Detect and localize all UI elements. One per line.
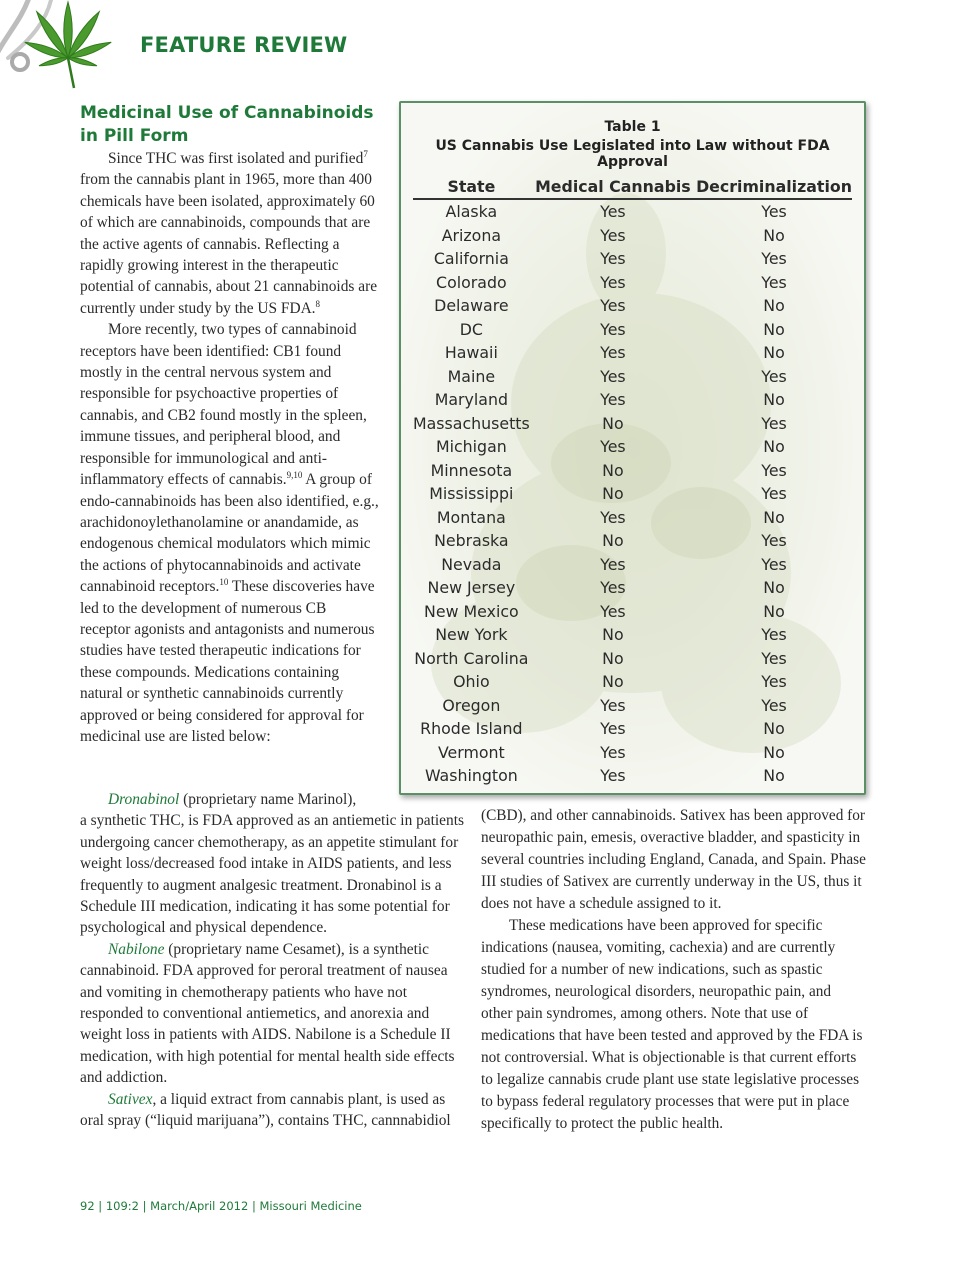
decriminalization-cell: No [763, 601, 785, 621]
article-heading: Medicinal Use of Cannabinoids in Pill Form [80, 103, 374, 146]
medical-cell: No [602, 672, 624, 692]
decriminalization-cell: No [763, 225, 785, 245]
decriminalization-cell: No [763, 343, 785, 363]
drug-name-dronabinol: Dronabinol [108, 791, 180, 808]
decriminalization-cell: Yes [761, 202, 787, 222]
table-row [413, 435, 852, 459]
state-cell: Hawaii [444, 343, 498, 363]
medical-cell: Yes [600, 742, 626, 762]
table-number: Table 1 [604, 119, 661, 135]
medical-cell: Yes [600, 272, 626, 292]
medical-cell: Yes [600, 437, 626, 457]
state-cell: Massachusetts [413, 413, 530, 433]
cannabis-leaf-stethoscope-icon [0, 0, 140, 110]
medical-cell: Yes [600, 507, 626, 527]
decriminalization-cell: No [763, 296, 785, 316]
state-cell: Ohio [453, 672, 490, 692]
body-column-left-bottom [80, 789, 466, 1132]
page-footer: 92 | 109:2 | March/April 2012 | Missouri Medicine [80, 1199, 362, 1213]
paragraph-receptors: More recently, two types of cannabinoid receptors have been identified: CB1 found mostly in the central nervous system and responsible for psychoactive properties of cannabis, and CB2 found mostly in the spleen, immune tissues, and peripheral blood, and responsible for immunological and anti-inflammatory effects of cannabis.$^{9,10}$ A group of endo-cannabinoids has been also identified, e.g., arachidonoylethanolamine or anandamide, as endogenous chemical modulators which mimic the actions of phytocannabinoids and activate cannabinoid receptors.$^{10}$ These discoveries have led to the development of numerous CB receptor agonists and antagonists and numerous studies have tested therapeutic indications for these compounds. Medications containing natural or synthetic cannabinoids currently approved or being considered for approval for medicinal use are listed below: [80, 321, 379, 745]
medical-cell: Yes [600, 601, 626, 621]
table-row [413, 694, 852, 718]
table-row [413, 482, 852, 506]
decriminalization-cell: No [763, 507, 785, 527]
drug-name-nabilone: Nabilone [108, 940, 165, 958]
decriminalization-cell: Yes [761, 460, 787, 480]
medical-cell: Yes [600, 766, 626, 786]
medical-cell: No [602, 648, 624, 668]
state-cell: New Mexico [424, 601, 519, 621]
drug-name-sativex: Sativex [108, 1090, 153, 1108]
state-cell: Nevada [441, 554, 502, 574]
medical-cell: Yes [600, 390, 626, 410]
decriminalization-cell: No [763, 578, 785, 598]
table-row [413, 247, 852, 271]
table-row [413, 294, 852, 318]
medical-cell: No [602, 531, 624, 551]
state-cell: DC [459, 319, 483, 339]
table-row [413, 365, 852, 389]
table-row [413, 741, 852, 765]
table-row [413, 459, 852, 483]
decriminalization-cell: Yes [761, 625, 787, 645]
state-cell: Vermont [437, 742, 505, 762]
table-row [413, 717, 852, 741]
state-cell: New Jersey [427, 578, 516, 598]
state-cell: Rhode Island [420, 719, 523, 739]
table-row [413, 199, 852, 224]
state-cell: Maine [447, 366, 496, 386]
table-row [413, 576, 852, 600]
body-column-right [481, 805, 866, 1135]
paragraph-thc-history: Since THC was first isolated and purified$^7$ from the cannabis plant in 1965, more than 400 chemicals have been isolated, approximately 60 of which are cannabinoids, compounds that are the active agents of cannabis. Reflecting a rapidly growing interest in the therapeutic potential of cannabis, about 21 cannabinoids are currently under study by the US FDA.$^8$ [80, 148, 378, 317]
decriminalization-cell: Yes [761, 672, 787, 692]
table-row [413, 412, 852, 436]
state-cell: Washington [424, 766, 518, 786]
table-row [413, 600, 852, 624]
medical-cell: Yes [600, 249, 626, 269]
medical-cell: Yes [600, 554, 626, 574]
state-cell: Alaska [445, 202, 498, 222]
decriminalization-cell: Yes [761, 695, 787, 715]
medical-cell: Yes [600, 319, 626, 339]
decriminalization-cell: No [763, 719, 785, 739]
table-row [413, 647, 852, 671]
decriminalization-cell: No [763, 390, 785, 410]
state-cell: Mississippi [429, 484, 514, 504]
state-cell: Arizona [441, 225, 502, 245]
column-header-medical-cannabis: Medical Cannabis [530, 175, 696, 199]
medical-cell: No [602, 625, 624, 645]
decriminalization-cell: Yes [761, 413, 787, 433]
table-row [413, 318, 852, 342]
decriminalization-cell: Yes [761, 554, 787, 574]
decriminalization-cell: Yes [761, 648, 787, 668]
state-cell: Delaware [434, 296, 509, 316]
table-row [413, 623, 852, 647]
medical-cell: Yes [600, 719, 626, 739]
paragraph-sativex: Sativex, a liquid extract from cannabis plant, is used as oral spray (“liquid marijuana”), contains THC, cannnabidiol [80, 1090, 451, 1130]
section-label: FEATURE REVIEW [140, 33, 348, 57]
table-title: US Cannabis Use Legislated into Law without FDA Approval [435, 138, 830, 170]
medical-cell: Yes [600, 366, 626, 386]
paragraph-conclusion: These medications have been approved for specific indications (nausea, vomiting, cachexia) and are currently studied for a number of new indications, such as spastic syndromes, neurological disorders, neuropathic pain, and other pain syndromes, among others. Note that use of medications that have been tested and approved by the FDA is not controversial. What is objectionable is that current efforts to legalize cannabis crude plant use state legislative processes to bypass federal regulatory processes that were put in place specifically to protect the public health. [481, 917, 863, 1132]
state-cell: Oregon [442, 695, 501, 715]
paragraph-nabilone: Nabilone (proprietary name Cesamet), is a synthetic cannabinoid. FDA approved for peroral treatment of nausea and vomiting in chemotherapy patients who have not responded to conventional antiemetics, and anorexia and weight loss in patients with AIDS. Nabilone is a Schedule II medication, with high potential for mental health side effects and addiction. [80, 940, 455, 1087]
column-header-decriminalization: Decriminalization [696, 175, 852, 199]
table-row [413, 553, 852, 577]
decriminalization-cell: Yes [761, 531, 787, 551]
state-cell: Michigan [435, 437, 507, 457]
table-row [413, 271, 852, 295]
table-row [413, 388, 852, 412]
state-cell: Montana [436, 507, 506, 527]
table-row [413, 529, 852, 553]
medical-cell: No [602, 413, 624, 433]
table-row [413, 341, 852, 365]
table-row [413, 670, 852, 694]
medical-cell: Yes [600, 225, 626, 245]
medical-cell: Yes [600, 695, 626, 715]
body-column-left-top [80, 148, 380, 747]
medical-cell: Yes [600, 296, 626, 316]
legislation-table [413, 175, 852, 788]
medical-cell: Yes [600, 202, 626, 222]
state-cell: Colorado [436, 272, 507, 292]
decriminalization-cell: No [763, 319, 785, 339]
decriminalization-cell: No [763, 766, 785, 786]
state-cell: Maryland [434, 390, 508, 410]
table-row [413, 764, 852, 788]
medical-cell: Yes [600, 578, 626, 598]
decriminalization-cell: Yes [761, 249, 787, 269]
medical-cell: No [602, 460, 624, 480]
state-cell: Nebraska [434, 531, 509, 551]
table-row [413, 506, 852, 530]
table-row [413, 224, 852, 248]
decriminalization-cell: No [763, 742, 785, 762]
paragraph-dronabinol: a synthetic THC, is FDA approved as an antiemetic in patients undergoing cancer chemotherapy, as an appetite stimulant for weight loss/decreased food intake in AIDS patients, and less frequently to augment analgesic treatment. Dronabinol is a Schedule III medication, indicating it has some potential for psychological and physical dependence. [80, 812, 464, 937]
state-cell: California [433, 249, 509, 269]
table-panel [399, 101, 866, 795]
decriminalization-cell: No [763, 437, 785, 457]
paragraph-sativex-continued: (CBD), and other cannabinoids. Sativex has been approved for neuropathic pain, emesis, overactive bladder, and spasticity in several countries including England, Canada, and Spain. Phase III studies of Sativex are currently underway in the US, thus it does not have a schedule assigned to it. [481, 807, 866, 912]
column-header-state: State [413, 175, 530, 199]
decriminalization-cell: Yes [761, 272, 787, 292]
decriminalization-cell: Yes [761, 366, 787, 386]
state-cell: New York [435, 625, 508, 645]
table-header-row [413, 175, 852, 199]
medical-cell: No [602, 484, 624, 504]
state-cell: Minnesota [430, 460, 513, 480]
medical-cell: Yes [600, 343, 626, 363]
paragraph-dronabinol-intro: Dronabinol (proprietary name Marinol), [108, 791, 357, 808]
decriminalization-cell: Yes [761, 484, 787, 504]
state-cell: North Carolina [414, 648, 529, 668]
